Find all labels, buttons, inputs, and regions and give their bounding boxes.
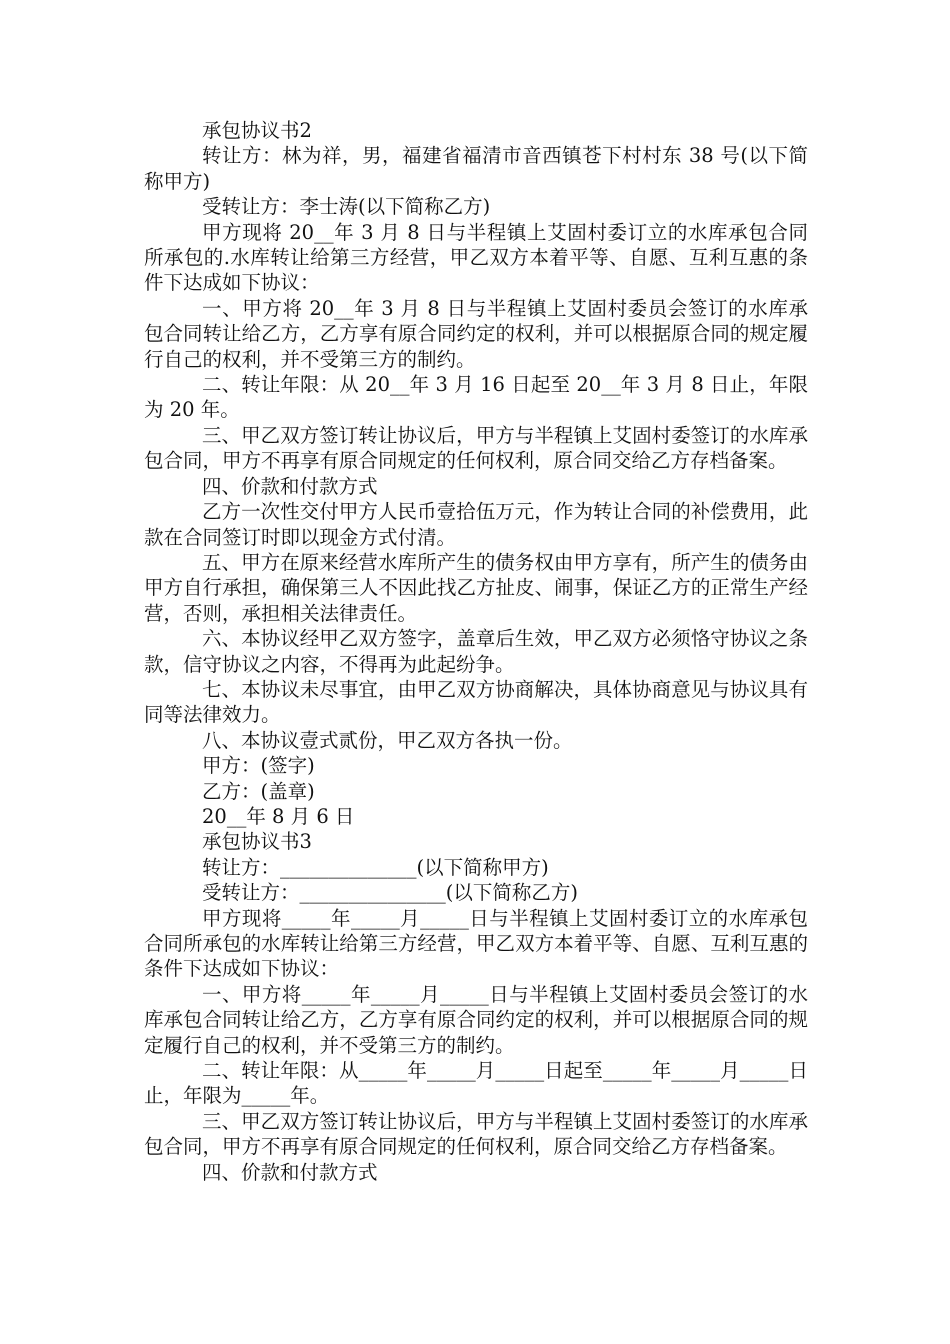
transferee-line: 受转让方：李士涛(以下简称乙方) [202,195,491,219]
clause-3-blank: 三、甲乙双方签订转让协议后，甲方与半程镇上艾固村委签订的水库承包合同，甲方不再享有原合同规定的任何权利，原合同交给乙方存档备案。 [144,1109,808,1159]
payment-paragraph: 乙方一次性交付甲方人民币壹拾伍万元，作为转让合同的补偿费用，此款在合同签订时即以现金方式付清。 [144,500,808,549]
clause-4-heading: 四、价款和付款方式 [202,474,378,498]
document-page [144,118,808,1185]
clause-5: 五、甲方在原来经营水库所产生的债务权由甲方享有，所产生的债务由甲方自行承担，确保第三人不因此找乙方扯皮、闹事，保证乙方的正常生产经营，否则，承担相关法律责任。 [144,550,808,625]
party-b-seal: 乙方：(盖章) [202,779,315,803]
preamble-blank-paragraph: 甲方现将_____年_____月_____日与半程镇上艾固村委订立的水库承包合同所承包的水库转让给第三方经营，甲乙双方本着平等、自愿、互利互惠的条件下达成如下协议： [144,906,808,981]
signing-date: 20__年 8 月 6 日 [202,804,355,828]
clause-6: 六、本协议经甲乙双方签字，盖章后生效，甲乙双方必须恪守协议之条款，信守协议之内容，不得再为此起纷争。 [144,627,808,676]
clause-7: 七、本协议未尽事宜，由甲乙双方协商解决，具体协商意见与协议具有同等法律效力。 [144,677,808,727]
transferor-line: 转让方：林为祥，男，福建省福清市音西镇苍下村村东 38 号(以下简称甲方) [144,144,808,193]
clause-8: 八、本协议壹式贰份，甲乙双方各执一份。 [202,728,573,752]
clause-4-heading-blank: 四、价款和付款方式 [202,1160,378,1184]
section-title-3: 承包协议书3 [202,830,312,854]
clause-1-blank: 一、甲方将_____年_____月_____日与半程镇上艾固村委员会签订的水库承包合同转让给乙方，乙方享有原合同约定的权利，并可以根据原合同的规定履行自己的权利，并不受第三方的制约。 [144,982,808,1057]
preamble-paragraph: 甲方现将 20__年 3 月 8 日与半程镇上艾固村委订立的水库承包合同所承包的.水库转让给第三方经营，甲乙双方本着平等、自愿、互利互惠的条件下达成如下协议： [144,220,808,295]
clause-2-blank: 二、转让年限：从_____年_____月_____日起至_____年_____月_____日止，年限为_____年。 [144,1059,808,1108]
party-a-signature: 甲方：(签字) [202,754,315,778]
transferee-blank-line: 受转让方：_______________(以下简称乙方) [202,881,578,905]
clause-1: 一、甲方将 20__年 3 月 8 日与半程镇上艾固村委员会签订的水库承包合同转让给乙方，乙方享有原合同约定的权利，并可以根据原合同的规定履行自己的权利，并不受第三方的制约。 [144,296,808,371]
clause-3: 三、甲乙双方签订转让协议后，甲方与半程镇上艾固村委签订的水库承包合同，甲方不再享有原合同规定的任何权利，原合同交给乙方存档备案。 [144,423,808,473]
clause-2: 二、转让年限：从 20__年 3 月 16 日起至 20__年 3 月 8 日止，年限为 20 年。 [144,373,808,422]
transferor-blank-line: 转让方：______________(以下简称甲方) [202,855,549,879]
section-title-2: 承包协议书2 [202,119,312,142]
